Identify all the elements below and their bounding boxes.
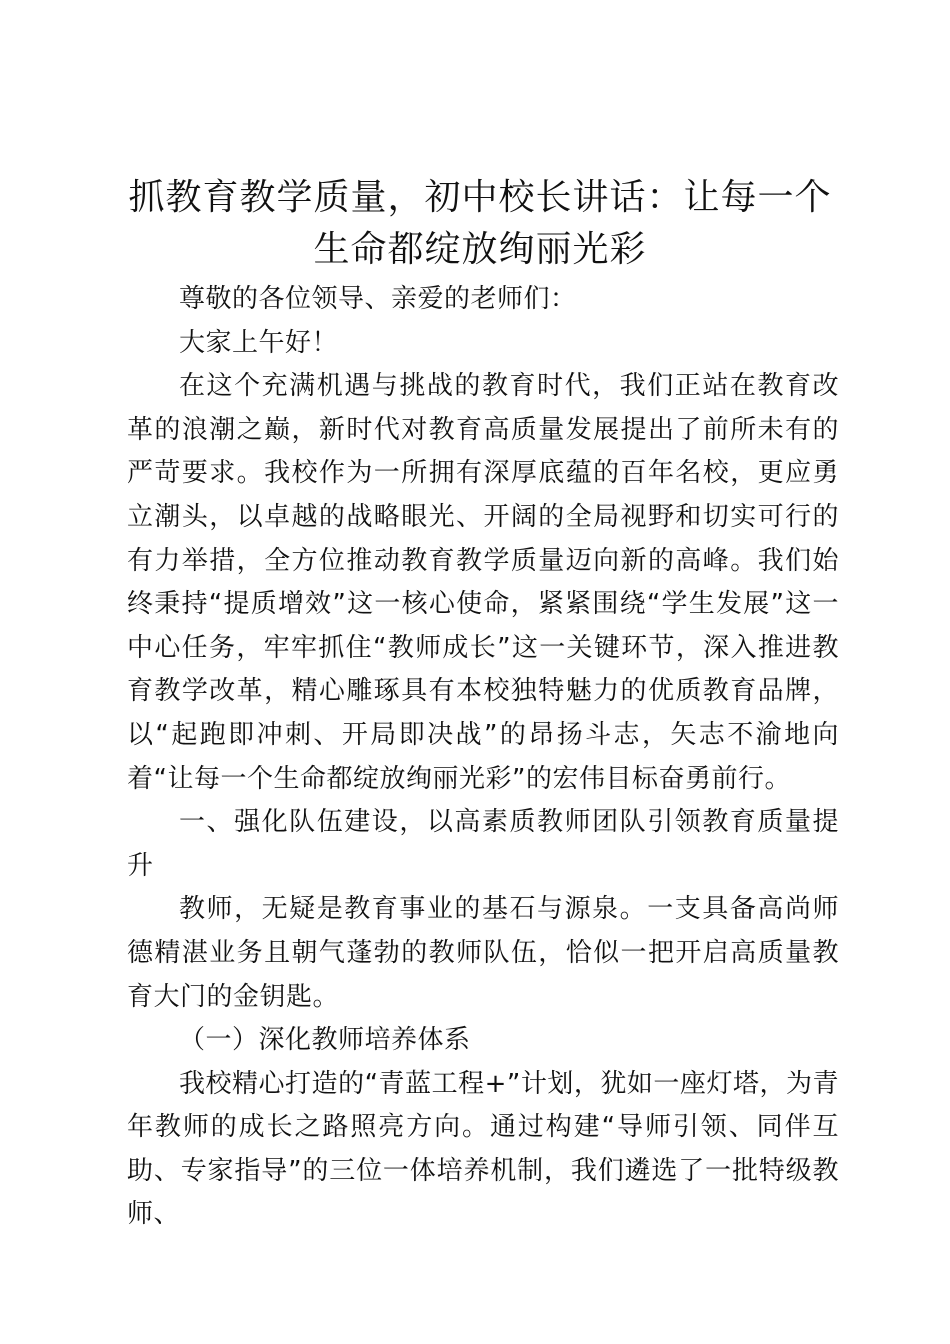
- document-title: 抓教育教学质量，初中校长讲话：让每一个生命都绽放绚丽光彩: [128, 177, 832, 270]
- subsection-heading-1: （一）深化教师培养体系: [179, 1025, 471, 1056]
- subsection-1-paragraph: 我校精心打造的“青蓝工程+”计划，犹如一座灯塔，为青年教师的成长之路照亮方向。通过构建“导师引领、同伴互助、专家指导”的三位一体培养机制，我们遴选了一批特级教师、: [127, 1068, 839, 1230]
- document-body: [127, 278, 839, 1237]
- section-heading-1: 一、强化队伍建设，以高素质教师团队引领教育质量提升: [127, 807, 839, 881]
- section-1-paragraph: 教师，无疑是教育事业的基石与源泉。一支具备高尚师德精湛业务且朝气蓬勃的教师队伍，恰似一把开启高质量教育大门的金钥匙。: [127, 894, 839, 1012]
- greeting: 大家上午好！: [179, 327, 339, 358]
- intro-paragraph: 在这个充满机遇与挑战的教育时代，我们正站在教育改革的浪潮之巅，新时代对教育高质量发展提出了前所未有的严苛要求。我校作为一所拥有深厚底蕴的百年名校，更应勇立潮头，以卓越的战略眼光、开阔的全局视野和切实可行的有力举措，全方位推动教育教学质量迈向新的高峰。我们始终秉持“提质增效”这一核心使命，紧紧围绕“学生发展”这一中心任务，牢牢抓住“教师成长”这一关键环节，深入推进教育教学改革，精心雕琢具有本校独特魅力的优质教育品牌，以“起跑即冲刺、开局即决战”的昂扬斗志，矢志不渝地向着“让每一个生命都绽放绚丽光彩”的宏伟目标奋勇前行。: [127, 371, 839, 794]
- salutation: 尊敬的各位领导、亲爱的老师们：: [179, 284, 577, 314]
